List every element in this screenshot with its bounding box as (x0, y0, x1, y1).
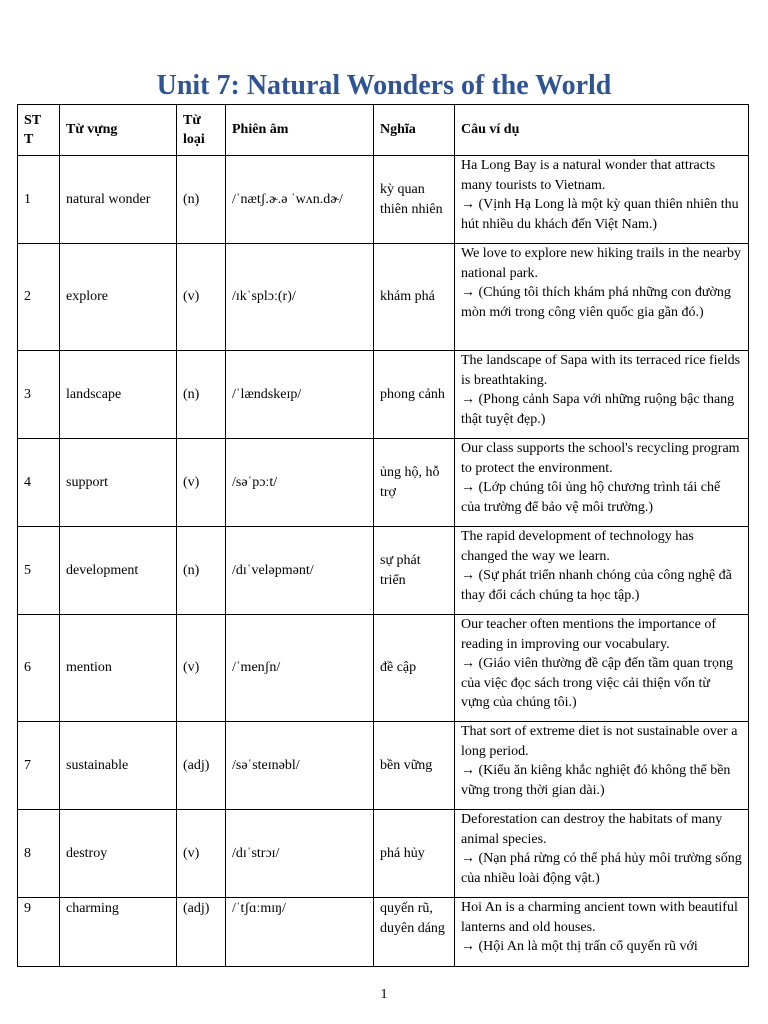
cell-meaning: phá hủy (374, 810, 455, 898)
cell-example (455, 527, 749, 615)
cell-word: support (60, 439, 177, 527)
cell-meaning: ủng hộ, hỗ trợ (374, 439, 455, 527)
table-row (18, 898, 749, 967)
vocabulary-table (17, 104, 749, 967)
cell-type: (adj) (177, 898, 226, 967)
cell-meaning: khám phá (374, 244, 455, 351)
cell-number: 2 (18, 244, 60, 351)
example-vietnamese: → (Kiểu ăn kiêng khắc nghiệt đó không thể bền vững trong thời gian dài.) (461, 763, 731, 798)
example-english: Our teacher often mentions the importance of reading in improving our vocabulary. (461, 617, 717, 652)
example-english: Deforestation can destroy the habitats of many animal species. (461, 812, 723, 847)
header-word: Từ vựng (60, 105, 177, 156)
example-vietnamese: → (Vịnh Hạ Long là một kỳ quan thiên nhiên thu hút nhiều du khách đến Việt Nam.) (461, 197, 739, 232)
cell-type: (v) (177, 615, 226, 722)
header-type: Từ loại (177, 105, 226, 156)
page-number: 1 (380, 987, 388, 1002)
table-row (18, 351, 749, 439)
cell-type: (v) (177, 439, 226, 527)
example-vietnamese: → (Hội An là một thị trấn cổ quyến rũ với (461, 939, 698, 954)
cell-word: mention (60, 615, 177, 722)
example-vietnamese: → (Phong cảnh Sapa với những ruộng bậc thang thật tuyệt đẹp.) (461, 392, 735, 427)
cell-ipa: /ˈlændskeɪp/ (226, 351, 374, 439)
header-example: Câu ví dụ (455, 105, 749, 156)
example-vietnamese: → (Giáo viên thường đề cập đến tầm quan trọng của việc đọc sách trong việc cải thiện vốn từ vựng của chúng tôi.) (461, 656, 733, 710)
cell-ipa: /ˈnætʃ.ɚ.ə ˈwʌn.dɚ/ (226, 156, 374, 244)
example-english: Ha Long Bay is a natural wonder that attracts many tourists to Vietnam. (461, 158, 716, 193)
cell-example (455, 156, 749, 244)
cell-example (455, 439, 749, 527)
cell-word: natural wonder (60, 156, 177, 244)
cell-word: destroy (60, 810, 177, 898)
example-english: The landscape of Sapa with its terraced rice fields is breathtaking. (461, 353, 741, 388)
table-row (18, 156, 749, 244)
page-title: Unit 7: Natural Wonders of the World (156, 70, 612, 101)
cell-example (455, 898, 749, 967)
cell-number: 6 (18, 615, 60, 722)
cell-ipa: /ɪkˈsplɔː(r)/ (226, 244, 374, 351)
cell-type: (n) (177, 527, 226, 615)
table-header-row (18, 105, 749, 156)
example-vietnamese: → (Sự phát triển nhanh chóng của công nghệ đã thay đổi cách chúng ta học tập.) (461, 568, 732, 603)
cell-meaning: sự phát triển (374, 527, 455, 615)
example-vietnamese: → (Chúng tôi thích khám phá những con đường mòn mới trong công viên quốc gia gần đó.) (461, 285, 731, 320)
example-vietnamese: → (Lớp chúng tôi ủng hộ chương trình tái chế của trường để bảo vệ môi trường.) (461, 480, 721, 515)
table-row (18, 615, 749, 722)
cell-number: 3 (18, 351, 60, 439)
cell-type: (n) (177, 351, 226, 439)
example-english: We love to explore new hiking trails in the nearby national park. (461, 246, 741, 281)
cell-word: development (60, 527, 177, 615)
cell-number: 7 (18, 722, 60, 810)
example-english: That sort of extreme diet is not sustainable over a long period. (461, 724, 738, 759)
cell-number: 4 (18, 439, 60, 527)
cell-type: (n) (177, 156, 226, 244)
cell-meaning: bền vững (374, 722, 455, 810)
cell-meaning: phong cảnh (374, 351, 455, 439)
cell-type: (v) (177, 810, 226, 898)
cell-number: 5 (18, 527, 60, 615)
cell-number: 8 (18, 810, 60, 898)
header-ipa: Phiên âm (226, 105, 374, 156)
cell-number: 1 (18, 156, 60, 244)
table-row (18, 810, 749, 898)
cell-ipa: /dɪˈveləpmənt/ (226, 527, 374, 615)
cell-meaning: quyến rũ, duyên dáng (374, 898, 455, 967)
header-meaning: Nghĩa (374, 105, 455, 156)
cell-ipa: /səˈsteɪnəbl/ (226, 722, 374, 810)
cell-type: (v) (177, 244, 226, 351)
cell-number: 9 (18, 898, 60, 967)
cell-type: (adj) (177, 722, 226, 810)
cell-word: explore (60, 244, 177, 351)
cell-example (455, 351, 749, 439)
cell-meaning: đề cập (374, 615, 455, 722)
cell-example (455, 722, 749, 810)
example-english: Hoi An is a charming ancient town with beautiful lanterns and old houses. (461, 900, 738, 935)
cell-meaning: kỳ quan thiên nhiên (374, 156, 455, 244)
cell-example (455, 615, 749, 722)
cell-example (455, 244, 749, 351)
cell-word: charming (60, 898, 177, 967)
cell-ipa: /səˈpɔːt/ (226, 439, 374, 527)
table-row (18, 527, 749, 615)
table-row (18, 722, 749, 810)
example-english: The rapid development of technology has changed the way we learn. (461, 529, 694, 564)
cell-word: landscape (60, 351, 177, 439)
cell-word: sustainable (60, 722, 177, 810)
cell-ipa: /ˈmenʃn/ (226, 615, 374, 722)
header-stt: ST T (18, 105, 60, 156)
cell-example (455, 810, 749, 898)
cell-ipa: /ˈtʃɑːmɪŋ/ (226, 898, 374, 967)
example-vietnamese: → (Nạn phá rừng có thể phá hủy môi trường sống của nhiều loài động vật.) (461, 851, 742, 886)
table-row (18, 439, 749, 527)
cell-ipa: /dɪˈstrɔɪ/ (226, 810, 374, 898)
example-english: Our class supports the school's recycling program to protect the environment. (461, 441, 740, 476)
table-row (18, 244, 749, 351)
